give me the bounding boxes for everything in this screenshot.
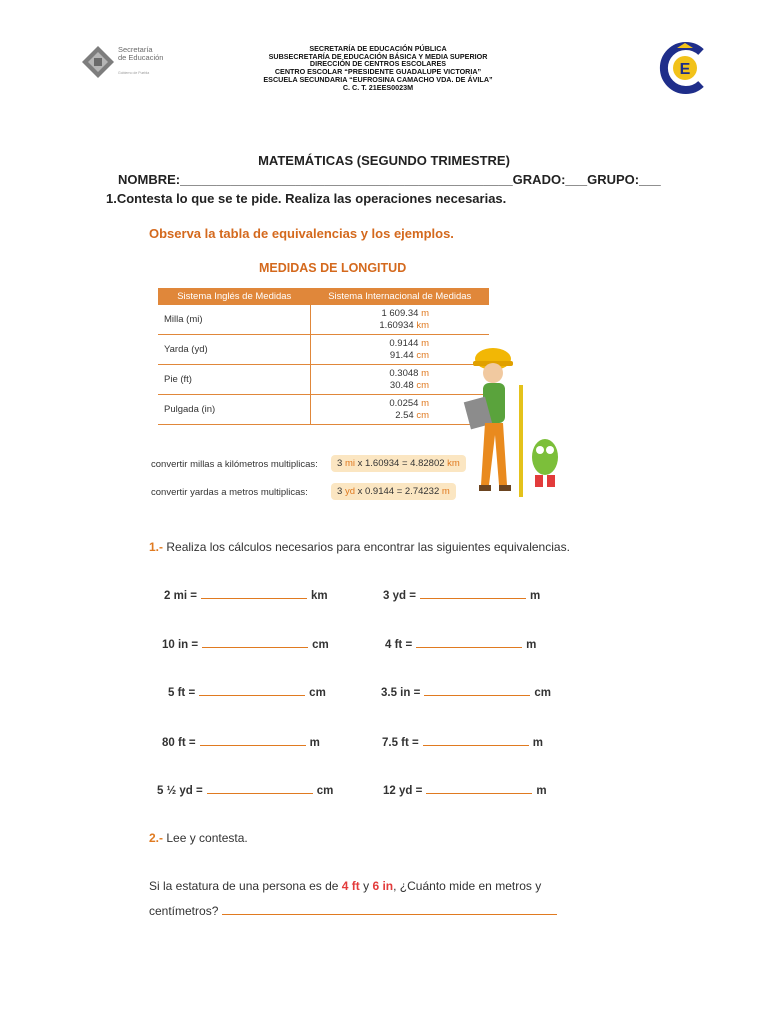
header-line: ESCUELA SECUNDARIA “EUFROSINA CAMACHO VDA. DE ÁVILA” <box>263 74 493 84</box>
observe-heading: Observa la tabla de equivalencias y los ejemplos. <box>149 226 454 241</box>
example-label: convertir yardas a metros multiplicas: <box>151 487 308 498</box>
unit-name: Pulgada (in) <box>158 395 311 425</box>
school-emblem-icon <box>657 40 713 96</box>
header-line: SUBSECRETARÍA DE EDUCACIÓN BÁSICA Y MEDIA SUPERIOR <box>268 51 488 61</box>
header-line: SECRETARÍA DE EDUCACIÓN PÚBLICA <box>309 44 447 53</box>
svg-text:E: E <box>679 61 691 78</box>
table-header: Sistema Internacional de Medidas <box>311 288 490 305</box>
sep-emblem-icon <box>80 44 116 80</box>
table-row: Milla (mi) 1 609.34 m 1.60934 km <box>158 305 489 335</box>
institution-header <box>200 45 556 91</box>
equivalence-table <box>158 288 489 425</box>
sep-logo <box>80 38 170 86</box>
header-line: DIRECCIÓN DE CENTROS ESCOLARES <box>309 59 447 69</box>
example-formula: 3 yd x 0.9144 = 2.74232 m <box>331 483 456 500</box>
exercise: 5 ½ yd = cm <box>157 785 334 797</box>
section-1-heading: 1.- Realiza los cálculos necesarios para encontrar las siguientes equivalencias. <box>149 540 570 554</box>
exercise: 7.5 ft = m <box>382 737 543 749</box>
example-label: convertir millas a kilómetros multiplicas: <box>151 459 318 470</box>
answer-line <box>222 904 557 915</box>
exercise: 80 ft = m <box>162 737 320 749</box>
table-title: MEDIDAS DE LONGITUD <box>259 261 407 275</box>
page-title: MATEMÁTICAS (SEGUNDO TRIMESTRE) <box>258 153 510 168</box>
exercise: 2 mi = km <box>164 590 328 602</box>
exercise: 3.5 in = cm <box>381 687 551 699</box>
header-line: CENTRO ESCOLAR “PRESIDENTE GUADALUPE VICTORIA” <box>274 67 482 77</box>
section-2-heading: 2.- Lee y contesta. <box>149 831 248 845</box>
table-header: Sistema Inglés de Medidas <box>158 288 311 305</box>
logo-text-2: de Educación <box>118 53 164 62</box>
name-grade-group-line: NOMBRE:______________________________________________GRADO:___GRUPO:___ <box>118 172 661 187</box>
logo-subtext: Gobierno de Puebla <box>118 71 150 75</box>
school-logo <box>657 40 713 96</box>
table-row: Pulgada (in) 0.0254 m 2.54 cm <box>158 395 489 425</box>
unit-name: Pie (ft) <box>158 365 311 395</box>
table-row: Pie (ft) 0.3048 m 30.48 cm <box>158 365 489 395</box>
exercise: 5 ft = cm <box>168 687 326 699</box>
worker-illustration <box>455 345 565 507</box>
exercise: 3 yd = m <box>383 590 541 602</box>
exercise: 4 ft = m <box>385 639 537 651</box>
logo-text-1: Secretaría <box>118 45 153 54</box>
header-line: C. C. T. 21EES0023M <box>342 82 414 92</box>
unit-name: Yarda (yd) <box>158 335 311 365</box>
unit-name: Milla (mi) <box>158 305 311 335</box>
instruction: 1.Contesta lo que se te pide. Realiza las operaciones necesarias. <box>106 191 507 206</box>
example-formula: 3 mi x 1.60934 = 4.82802 km <box>331 455 466 472</box>
exercise: 10 in = cm <box>162 639 329 651</box>
question-text: Si la estatura de una persona es de 4 ft y 6 in, ¿Cuánto mide en metros y centímetros? <box>149 874 569 924</box>
table-row: Yarda (yd) 0.9144 m 91.44 cm <box>158 335 489 365</box>
exercise: 12 yd = m <box>383 785 547 797</box>
